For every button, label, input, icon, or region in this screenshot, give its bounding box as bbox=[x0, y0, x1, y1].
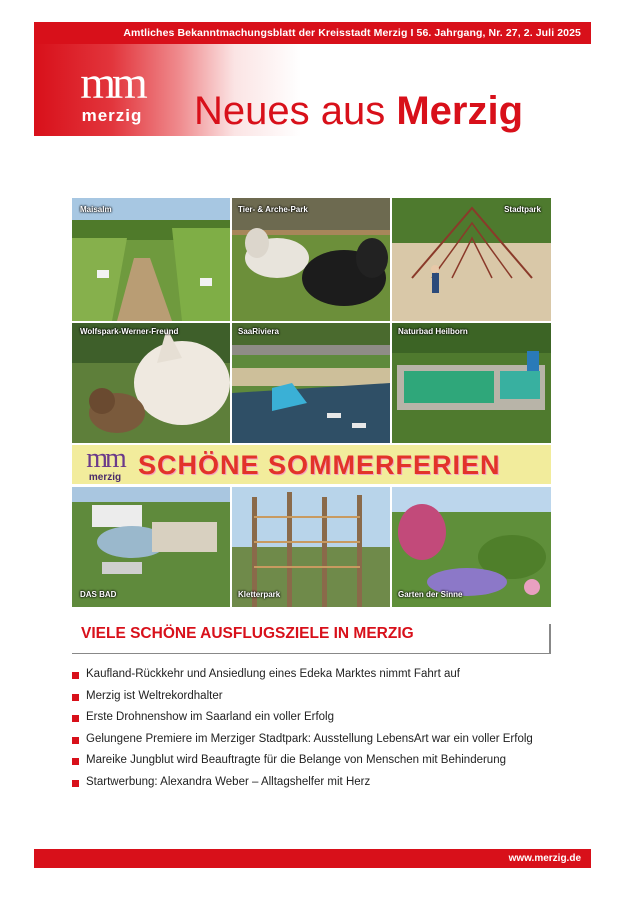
bulletin-line: Amtliches Bekanntmachungsblatt der Kreisstadt Merzig I 56. Jahrgang, Nr. 27, 2. Juli 2025 bbox=[123, 27, 581, 39]
list-item bbox=[72, 733, 533, 755]
tile-label: Maisalm bbox=[80, 205, 112, 214]
square-bullet-icon bbox=[72, 780, 79, 787]
square-bullet-icon bbox=[72, 737, 79, 744]
title-bold: Merzig bbox=[396, 89, 524, 133]
photo-stadtpark bbox=[392, 198, 551, 321]
garden-illustration bbox=[392, 487, 551, 607]
photo-maisalm bbox=[72, 198, 230, 321]
subheadline: VIELE SCHÖNE AUSFLUGSZIELE IN MERZIG bbox=[81, 625, 414, 642]
square-bullet-icon bbox=[72, 758, 79, 765]
photo-naturbad-heilborn bbox=[392, 323, 551, 443]
subheadline-box bbox=[72, 624, 551, 654]
wolf-illustration bbox=[72, 323, 230, 443]
list-item-text: Mareike Jungblut wird Beauftragte für die Belange von Menschen mit Behinderung bbox=[86, 754, 506, 766]
tile-label: Naturbad Heilborn bbox=[398, 327, 468, 336]
photo-kletterpark bbox=[232, 487, 390, 607]
photo-saariviera bbox=[232, 323, 390, 443]
square-bullet-icon bbox=[72, 715, 79, 722]
climbing-illustration bbox=[232, 487, 390, 607]
tile-label: Stadtpark bbox=[504, 205, 541, 214]
footer-url[interactable]: www.merzig.de bbox=[508, 853, 581, 864]
list-item bbox=[72, 776, 533, 798]
masthead bbox=[34, 44, 591, 136]
photo-collage bbox=[72, 198, 551, 607]
photo-garten-der-sinne bbox=[392, 487, 551, 607]
footer-bar bbox=[34, 849, 591, 868]
photo-wolfspark bbox=[72, 323, 230, 443]
sheep-illustration bbox=[232, 198, 390, 321]
summer-banner bbox=[72, 443, 551, 486]
logo-word: merzig bbox=[81, 106, 143, 125]
square-bullet-icon bbox=[72, 672, 79, 679]
list-item bbox=[72, 754, 533, 776]
tile-label: Kletterpark bbox=[238, 590, 281, 599]
tile-label: Wolfspark-Werner-Freund bbox=[80, 327, 179, 336]
photo-das-bad bbox=[72, 487, 230, 607]
list-item-text: Startwerbung: Alexandra Weber – Alltagshelfer mit Herz bbox=[86, 775, 371, 788]
merzig-logo bbox=[70, 57, 154, 126]
bulletin-bar bbox=[34, 22, 591, 44]
banner-logo-mark: mm bbox=[86, 443, 124, 474]
bath-illustration bbox=[72, 487, 230, 607]
pool-illustration bbox=[392, 323, 551, 443]
list-item bbox=[72, 711, 533, 733]
list-item bbox=[72, 668, 533, 690]
tile-label: DAS BAD bbox=[80, 590, 117, 599]
playground-illustration bbox=[392, 198, 551, 321]
list-item-text: Erste Drohnenshow im Saarland ein voller Erfolg bbox=[86, 711, 335, 723]
square-bullet-icon bbox=[72, 694, 79, 701]
maze-illustration bbox=[72, 198, 230, 321]
list-item-text: Gelungene Premiere im Merziger Stadtpark: Ausstellung LebensArt war ein voller Erfolg bbox=[86, 732, 533, 745]
page-title bbox=[194, 88, 523, 134]
logo-mark: mm bbox=[80, 57, 144, 108]
list-item bbox=[72, 690, 533, 712]
tile-label: Tier- & Arche-Park bbox=[238, 205, 308, 214]
river-illustration bbox=[232, 323, 390, 443]
banner-logo-word: merzig bbox=[88, 472, 122, 483]
article-list bbox=[72, 668, 533, 797]
tile-label: SaaRiviera bbox=[238, 327, 279, 336]
banner-logo bbox=[78, 443, 132, 483]
list-item-text: Kaufland-Rückkehr und Ansiedlung eines Edeka Marktes nimmt Fahrt auf bbox=[86, 668, 460, 680]
photo-tier-arche-park bbox=[232, 198, 390, 321]
tile-label: Garten der Sinne bbox=[398, 590, 463, 599]
banner-text: SCHÖNE SOMMERFERIEN bbox=[138, 450, 501, 480]
list-item-text: Merzig ist Weltrekordhalter bbox=[86, 689, 223, 702]
title-normal: Neues aus bbox=[194, 89, 397, 133]
